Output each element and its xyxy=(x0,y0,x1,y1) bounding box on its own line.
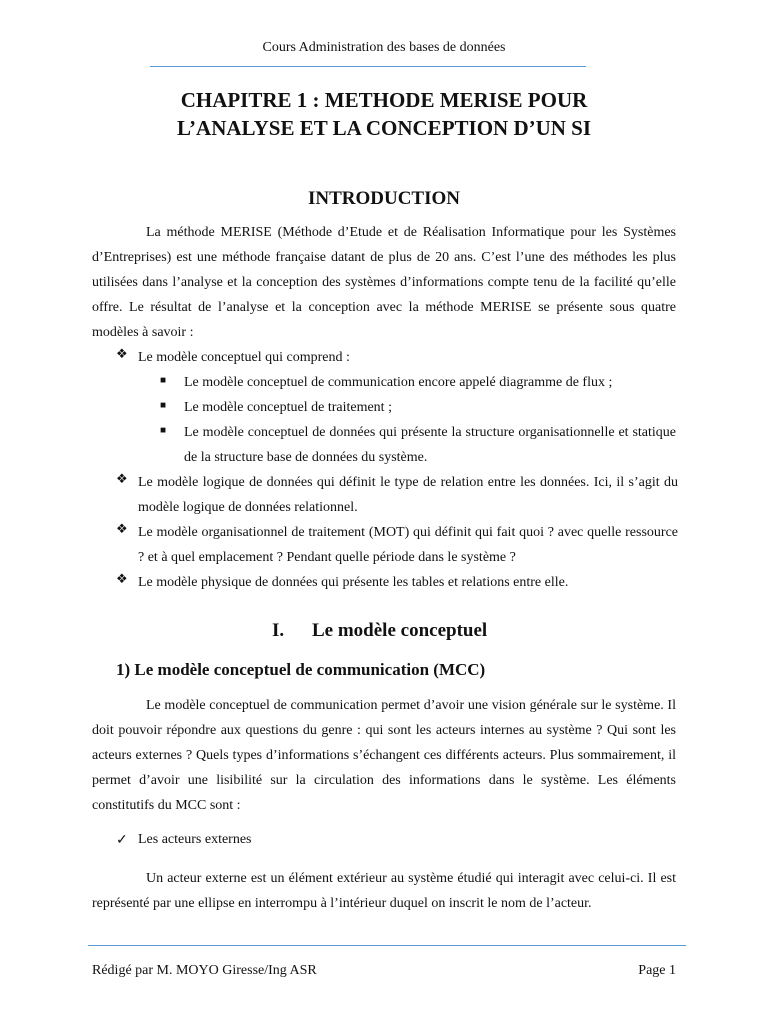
bullet-item: Le modèle physique de données qui présente les tables et relations entre elle. xyxy=(138,575,569,590)
intro-paragraph: La méthode MERISE (Méthode d’Etude et de Réalisation Informatique pour les Systèmes d’Entreprises) est une méthode française datant de plus de 20 ans. C’est l’une des méthodes les plus utilisées dans l’analyse et la conception des systèmes d’informations compte tenu de la facilité qu’elle offre. Le résultat de l’analyse et la conception avec la méthode MERISE se présente sous quatre modèles à savoir : xyxy=(92,225,676,340)
footer-author: Rédigé par M. MOYO Giresse/Ing ASR xyxy=(92,963,317,978)
chapter-title xyxy=(0,86,768,142)
section-number: I. xyxy=(272,620,285,641)
square-bullet-icon: ■ xyxy=(160,400,167,411)
mcc-paragraph: Le modèle conceptuel de communication permet d’avoir une vision générale sur le système. Il doit pouvoir répondre aux questions du genre : qui sont les acteurs internes au système ? Qui sont les acteurs externes ? Quels types d’informations s’échangent ces différents acteurs. Plus sommairement, il permet d’avoir une lisibilité sur la circulation des informations dans le système. Les éléments constitutifs du MCC sont : xyxy=(92,698,676,813)
bullet-item: Le modèle conceptuel qui comprend : xyxy=(138,350,350,365)
intro-heading: INTRODUCTION xyxy=(307,188,461,209)
square-bullet-icon: ■ xyxy=(160,375,167,386)
bullet-item: Le modèle logique de données qui définit le type de relation entre les données. Ici, il s’agit du modèle logique de données relationnel. xyxy=(138,475,678,515)
diamond-bullet-icon: ❖ xyxy=(116,346,128,361)
chapter-title-line-1: CHAPITRE 1 : METHODE MERISE POUR xyxy=(180,88,588,112)
footer-rule xyxy=(88,945,686,946)
sub-bullet-item: Le modèle conceptuel de données qui présente la structure organisationnelle et statique de la structure base de données du système. xyxy=(184,425,676,465)
diamond-bullet-icon: ❖ xyxy=(116,471,128,486)
check-bullet-icon: ✓ xyxy=(116,833,128,848)
subsection-heading: 1) Le modèle conceptuel de communication (MCC) xyxy=(116,660,486,679)
check-item: Les acteurs externes xyxy=(138,832,252,847)
header-rule xyxy=(150,66,586,67)
acteur-externe-paragraph: Un acteur externe est un élément extérieur au système étudié qui interagit avec celui-ci. Il est représenté par une ellipse en interrompu à l’intérieur duquel on inscrit le nom de l’acteur. xyxy=(92,871,676,911)
section-title: Le modèle conceptuel xyxy=(312,620,488,641)
bullet-item: Le modèle organisationnel de traitement (MOT) qui définit qui fait quoi ? avec quelle ressource ? et à quel emplacement ? Pendant quelle période dans le système ? xyxy=(138,525,678,565)
diamond-bullet-icon: ❖ xyxy=(116,571,128,586)
square-bullet-icon: ■ xyxy=(160,425,167,436)
page-number: Page 1 xyxy=(638,963,676,978)
sub-bullet-item: Le modèle conceptuel de communication encore appelé diagramme de flux ; xyxy=(184,375,613,390)
running-header: Cours Administration des bases de données xyxy=(262,40,506,55)
chapter-title-line-2: L’ANALYSE ET LA CONCEPTION D’UN SI xyxy=(176,116,592,140)
diamond-bullet-icon: ❖ xyxy=(116,521,128,536)
sub-bullet-item: Le modèle conceptuel de traitement ; xyxy=(184,400,392,415)
section-heading xyxy=(272,620,487,642)
